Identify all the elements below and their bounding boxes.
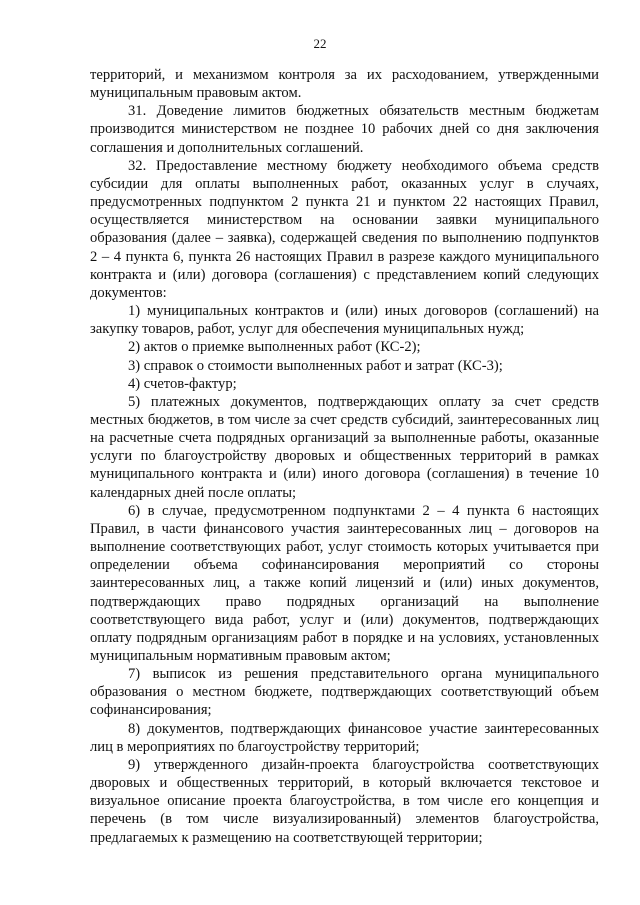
paragraph: 4) счетов-фактур;: [128, 375, 237, 392]
paragraph: 7) выписок из решения представительного органа муниципального образования о местном бюджете, подтверждающих соответствующий объем софинансирования;: [90, 666, 599, 719]
paragraph: 9) утвержденного дизайн-проекта благоустройства соответствующих дворовых и общественных территорий, в который включается текстовое и визуальное описание проекта благоустройства, в том числе его концепция и перечень (в том числе визуализированный) элементов благоустройства, предлагаемых к размещению на соответствующей территории;: [90, 756, 599, 846]
paragraph: 8) документов, подтверждающих финансовое участие заинтересованных лиц в мероприятиях по благоустройству территорий;: [90, 720, 599, 755]
paragraph: 5) платежных документов, подтверждающих оплату за счет средств местных бюджетов, в том числе за счет средств субсидий, заинтересованных лиц на расчетные счета подрядных организаций за выполненные работы, оказанные услуги по благоустройству дворовых и общественных территорий в рамках муниципального контракта и (или) иного договора (соглашения) в течение 10 календарных дней после оплаты;: [90, 393, 599, 501]
page-number: 22: [313, 36, 327, 51]
paragraph: 31. Доведение лимитов бюджетных обязательств местным бюджетам производится министерством не позднее 10 рабочих дней со дня заключения соглашения и дополнительных соглашений.: [90, 103, 599, 156]
paragraph: территорий, и механизмом контроля за их расходованием, утвержденными муниципальным правовым актом.: [90, 67, 599, 102]
paragraph: 2) актов о приемке выполненных работ (КС-2);: [128, 339, 421, 356]
paragraph: 6) в случае, предусмотренном подпунктами 2 – 4 пункта 6 настоящих Правил, в части финансового участия заинтересованных лиц – договоров на выполнение соответствующих работ, услуг стоимость которых учитывается при определении объема софинансирования мероприятий со стороны заинтересованных лиц, а также копий лицензий и (или) иных документов, подтверждающих право подрядных организаций на выполнение соответствующего вида работ, услуг и (или) документов, подтверждающих оплату подрядным организациям работ в порядке и на условиях, установленных муниципальным нормативным правовым актом;: [90, 502, 599, 664]
document-body: [90, 66, 599, 847]
paragraph: 1) муниципальных контрактов и (или) иных договоров (соглашений) на закупку товаров, работ, услуг для обеспечения муниципальных нужд;: [90, 303, 599, 338]
paragraph: 3) справок о стоимости выполненных работ и затрат (КС-3);: [128, 357, 503, 374]
paragraph: 32. Предоставление местному бюджету необходимого объема средств субсидии для оплаты выполненных работ, оказанных услуг в случаях, предусмотренных подпунктом 2 пункта 21 и пунктом 22 настоящих Правил, осуществляется министерством на основании заявки муниципального образования (далее – заявка), содержащей сведения по выполнению подпунктов 2 – 4 пункта 6, пункта 26 настоящих Правил в разрезе каждого муниципального контракта и (или) договора (соглашения) с представлением копий следующих документов:: [90, 157, 599, 301]
